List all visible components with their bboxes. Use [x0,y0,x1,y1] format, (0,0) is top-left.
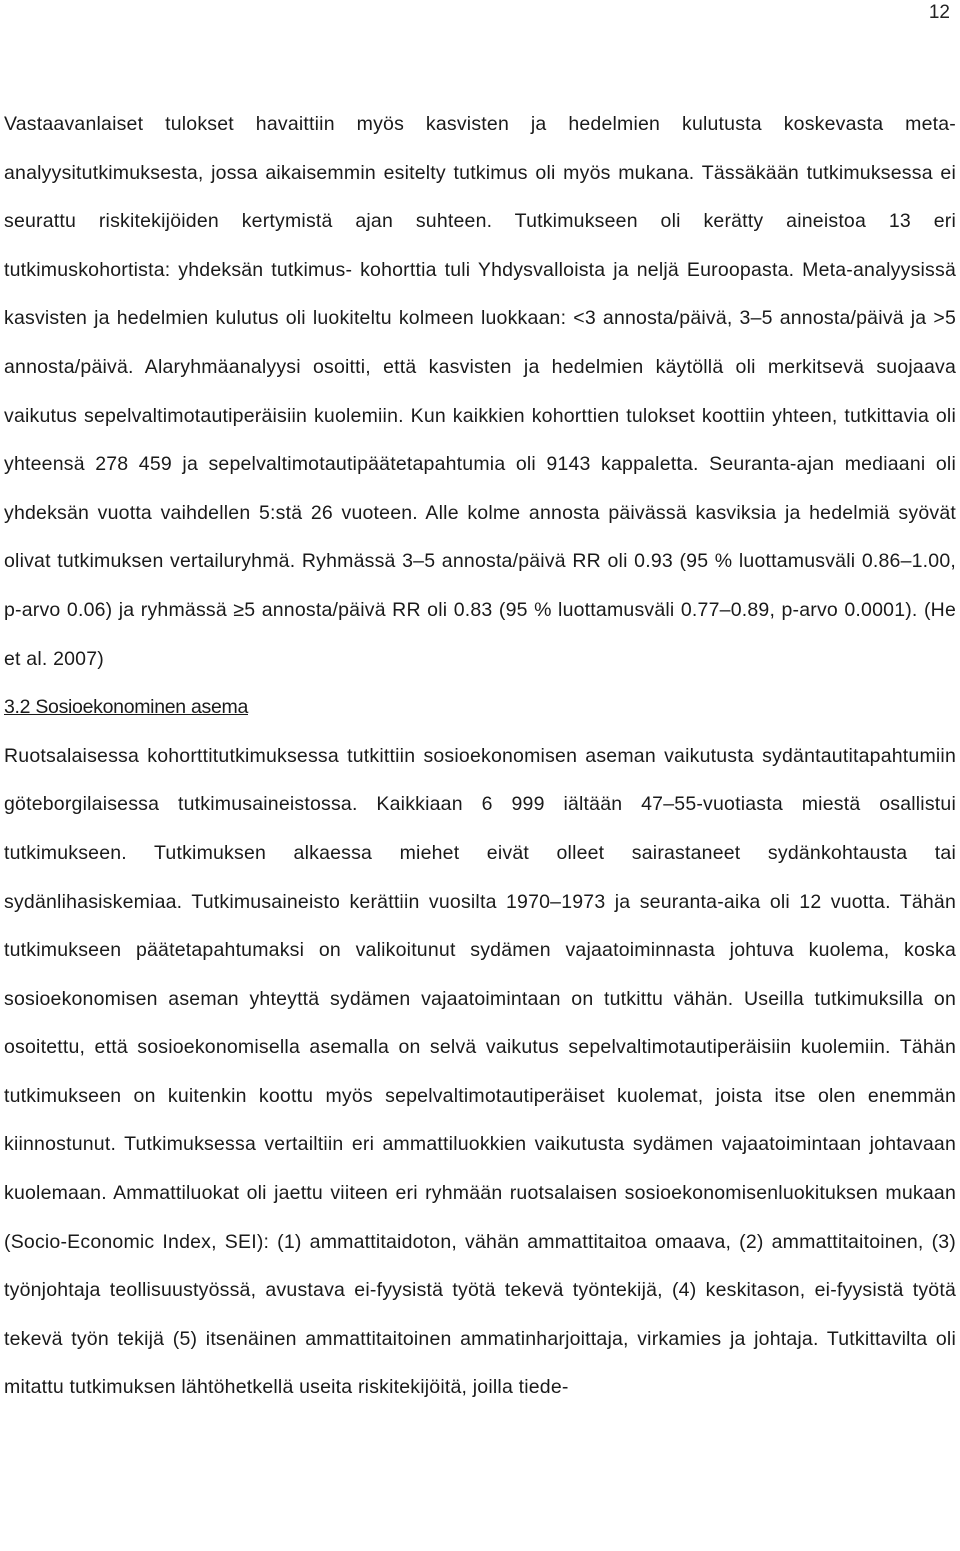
paragraph: Vastaavanlaiset tulokset havaittiin myös kasvisten ja hedelmien kulutusta koskevasta meta-analyysitutkimuksesta, jossa aikaisemmin esitelty tutkimus oli myös mukana. Tässäkään tutkimuksessa ei seurattu riskitekijöiden kertymistä ajan suhteen. Tutkimukseen oli kerätty aineistoa 13 eri tutkimuskohortista: yhdeksän tutkimus- kohorttia tuli Yhdysvalloista ja neljä Euroopasta. Meta-analyysissä kasvisten ja hedelmien kulutus oli luokiteltu kolmeen luokkaan: <3 annosta/päivä, 3–5 annosta/päivä ja >5 annosta/päivä. Alaryhmäanalyysi osoitti, että kasvisten ja hedelmien käytöllä oli merkitsevä suojaava vaikutus sepelvaltimotautiperäisiin kuolemiin. Kun kaikkien kohorttien tulokset koottiin yhteen, tutkittavia oli yhteensä 278 459 ja sepelvaltimotautipäätetapahtumia oli 9143 kappaletta. Seuranta-ajan mediaani oli yhdeksän vuotta vaihdellen 5:stä 26 vuoteen. Alle kolme annosta päivässä kasviksia ja hedelmiä syövät olivat tutkimuksen vertailuryhmä. Ryhmässä 3–5 annosta/päivä RR oli 0.93 (95 % luottamusväli 0.86–1.00, p-arvo 0.06) ja ryhmässä ≥5 annosta/päivä RR oli 0.83 (95 % luottamusväli 0.77–0.89, p-arvo 0.0001). (He et al. 2007) [4,113,956,670]
page-number: 12 [928,2,950,23]
document-body [4,100,956,1412]
section-paragraph: Ruotsalaisessa kohorttitutkimuksessa tutkittiin sosioekonomisen aseman vaikutusta sydäntautitapahtumiin göteborgilaisessa tutkimusaineistossa. Kaikkiaan 6 999 iältään 47–55-vuotiasta miestä osallistui tutkimukseen. Tutkimuksen alkaessa miehet eivät olleet sairastaneet sydänkohtausta tai sydänlihasiskemiaa. Tutkimusaineisto kerättiin vuosilta 1970–1973 ja seuranta-aika oli 12 vuotta. Tähän tutkimukseen päätetapahtumaksi on valikoitunut sydämen vajaatoiminnasta johtuva kuolema, koska sosioekonomisen aseman yhteyttä sydämen vajaatoimintaan on tutkittu vähän. Useilla tutkimuksilla on osoitettu, että sosioekonomisella asemalla on selvä vaikutus sepelvaltimotautiperäisiin kuolemiin. Tähän tutkimukseen on kuitenkin koottu myös sepelvaltimotautiperäiset kuolemat, joista itse olen enemmän kiinnostunut. Tutkimuksessa vertailtiin eri ammattiluokkien vaikutusta sydämen vajaatoimintaan johtavaan kuolemaan. Ammattiluokat oli jaettu viiteen eri ryhmään ruotsalaisen sosioekonomisenluokituksen mukaan (Socio-Economic Index, SEI): (1) ammattitaidoton, vähän ammattitaitoa omaava, (2) ammattitaitoinen, (3) työnjohtaja teollisuustyössä, avustava ei-fyysistä työtä tekevä työntekijä, (4) keskitason, ei-fyysistä työtä tekevä työn tekijä (5) itsenäinen ammattitaitoinen ammatinharjoittaja, virkamies ja johtaja. Tutkittavilta oli mitattu tutkimuksen lähtöhetkellä useita riskitekijöitä, joilla tiede- [4,744,956,1399]
section-heading: 3.2 Sosioekonominen asema [4,696,248,719]
